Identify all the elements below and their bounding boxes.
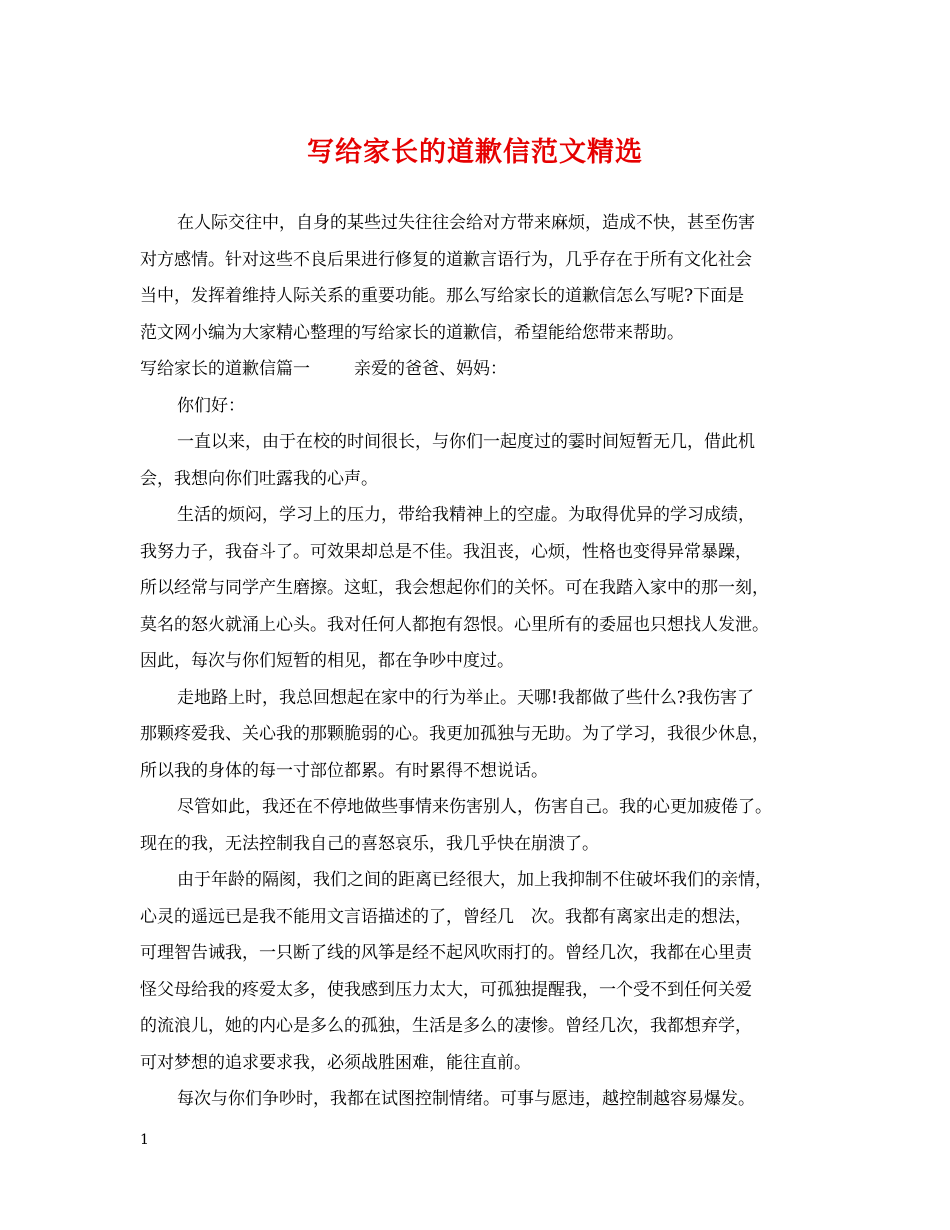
- paragraph-line: 当中，发挥着维持人际关系的重要功能。那么写给家长的道歉信怎么写呢?下面是: [140, 286, 745, 306]
- document-title: 写给家长的道歉信范文精选: [307, 137, 643, 168]
- paragraph-line: 怪父母给我的疼爱太多，使我感到压力太大，可孤独提醒我，一个受不到任何关爱: [140, 979, 752, 1000]
- paragraph-line: 那颗疼爱我、关心我的那颗脆弱的心。我更加孤独与无助。为了学习，我很少休息，: [140, 724, 769, 744]
- page-number: 1: [140, 1132, 149, 1148]
- paragraph-line: 一直以来，由于在校的时间很长，与你们一起度过的霎时间短暂无几，借此机: [177, 432, 755, 452]
- paragraph-line: 现在的我，无法控制我自己的喜怒哀乐，我几乎快在崩溃了。: [140, 833, 599, 854]
- paragraph-line: 心灵的遥远已是我不能用文言语描述的了，曾经几 次。我都有离家出走的想法，: [140, 906, 752, 927]
- paragraph-line: 对方感情。针对这些不良后果进行修复的道歉言语行为，几乎存在于所有文化社会: [140, 249, 752, 270]
- greeting: 你们好：: [177, 395, 245, 416]
- paragraph-line: 走地路上时，我总回想起在家中的行为举止。天哪!我都做了些什么?我伤害了: [177, 687, 754, 708]
- paragraph-line: 生活的烦闷，学习上的压力，带给我精神上的空虚。为取得优异的学习成绩，: [177, 505, 755, 525]
- paragraph-line: 所以经常与同学产生磨擦。这虹，我会想起你们的关怀。可在我踏入家中的那一刻，: [140, 578, 769, 598]
- paragraph-line: 会，我想向你们吐露我的心声。: [140, 468, 378, 489]
- paragraph-line: 可对梦想的追求要求我，必须战胜困难，能往直前。: [140, 1052, 531, 1073]
- salutation: 亲爱的爸爸、妈妈：: [354, 359, 507, 379]
- paragraph-line: 由于年龄的隔阂，我们之间的距离已经很大，加上我抑制不住破坏我们的亲情，: [177, 870, 772, 890]
- paragraph-line: 可理智告诫我，一只断了线的风筝是经不起风吹雨打的。曾经几次，我都在心里责: [140, 943, 752, 963]
- paragraph-line: 的流浪儿，她的内心是多么的孤独，生活是多么的凄惨。曾经几次，我都想弃学，: [140, 1016, 752, 1036]
- paragraph-line: 尽管如此，我还在不停地做些事情来伤害别人，伤害自己。我的心更加疲倦了。: [177, 797, 772, 817]
- paragraph-line: 所以我的身体的每一寸部位都累。有时累得不想说话。: [140, 760, 548, 781]
- section-heading: 写给家长的道歉信篇一: [140, 359, 310, 379]
- document-body: [140, 205, 825, 1118]
- paragraph-line: 莫名的怒火就涌上心头。我对任何人都抱有怨恨。心里所有的委屈也只想找人发泄。: [140, 614, 769, 635]
- paragraph-line: 每次与你们争吵时，我都在试图控制情绪。可事与愿违，越控制越容易爆发。: [177, 1089, 755, 1109]
- paragraph-line: 在人际交往中，自身的某些过失往往会给对方带来麻烦，造成不快，甚至伤害: [177, 213, 755, 233]
- section-heading-line: [140, 351, 825, 388]
- paragraph-line: 范文网小编为大家精心整理的写给家长的道歉信，希望能给您带来帮助。: [140, 322, 684, 343]
- paragraph-line: 我努力子，我奋斗了。可效果却总是不佳。我沮丧，心烦，性格也变得异常暴躁，: [140, 541, 752, 562]
- paragraph-line: 因此，每次与你们短暂的相见，都在争吵中度过。: [140, 651, 514, 671]
